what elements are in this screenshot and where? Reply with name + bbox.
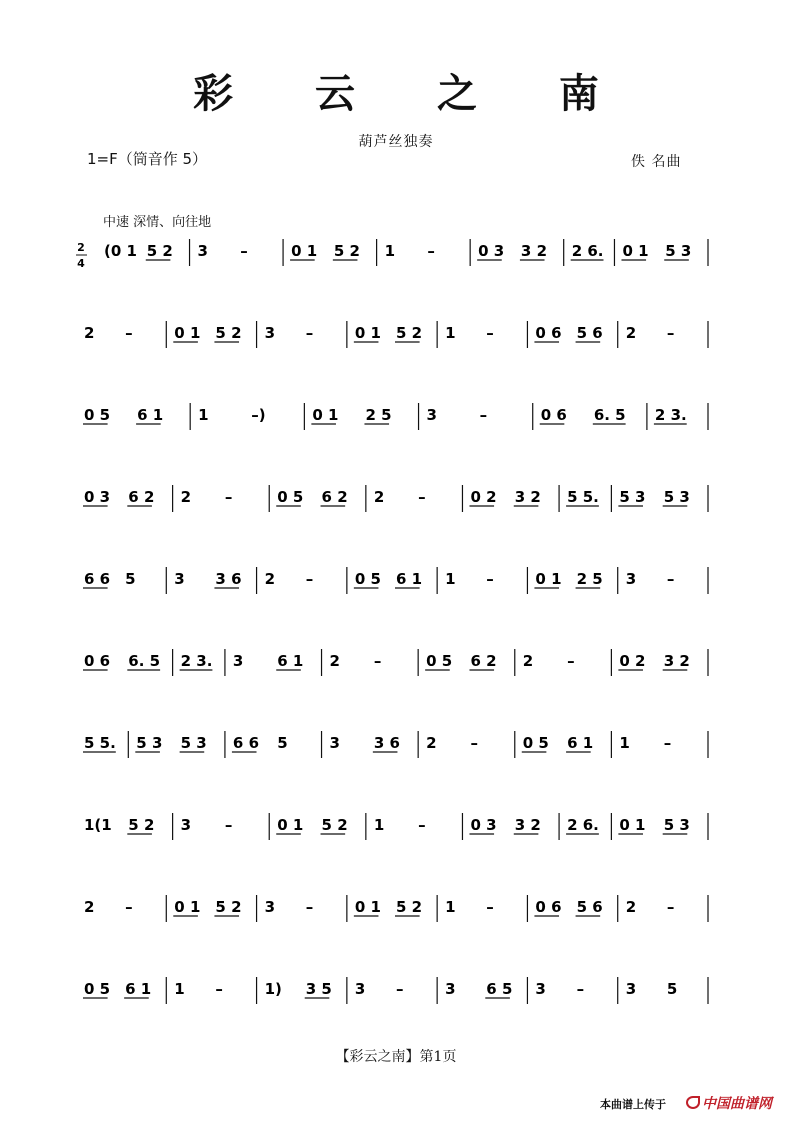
note-group: 1 [445, 898, 456, 916]
score-line [83, 485, 708, 512]
note-group: 0 1 [535, 570, 562, 588]
note-group: 0 2 [470, 488, 497, 506]
note-group: – [396, 980, 404, 998]
site-name: 中国曲谱网 [702, 1096, 772, 1112]
note-group: 0 1 [312, 406, 339, 424]
note-group: – [215, 980, 223, 998]
tempo-marking: 中速 深情、向往地 [103, 215, 212, 230]
score-line [83, 649, 708, 676]
note-group: 5 2 [396, 324, 423, 342]
note-group: 0 5 [277, 488, 304, 506]
time-signature-bottom: 4 [77, 257, 85, 270]
note-group: 3 [625, 980, 637, 998]
note-group: 0 5 [84, 406, 111, 424]
note-group: – [305, 324, 314, 342]
note-group: 5 [666, 980, 678, 998]
note-group: 3 2 [514, 488, 541, 506]
note-group: 5 2 [146, 242, 173, 260]
note-group: 3 [329, 734, 340, 752]
note-group: 0 3 [470, 816, 497, 834]
note-group: 2 [84, 324, 95, 342]
note-group: 2 [180, 488, 192, 506]
note-group: 5 2 [333, 242, 360, 260]
note-group: – [486, 570, 494, 588]
note-group: 3 [625, 570, 637, 588]
note-group: 6 1 [567, 734, 594, 752]
score-line [104, 239, 708, 266]
note-group: 3 [264, 324, 276, 342]
note-group: 5 5. [567, 488, 599, 506]
note-group: 1 [384, 242, 396, 260]
note-group: –) [251, 406, 266, 424]
note-group: 0 1 [174, 898, 201, 916]
note-group: – [125, 324, 133, 342]
note-group: 6. 5 [128, 652, 161, 670]
note-group: 3 [232, 652, 244, 670]
note-group: 2 6. [571, 242, 604, 260]
note-group: 5 [125, 570, 136, 588]
note-group: – [305, 570, 314, 588]
note-group: 5 2 [215, 324, 242, 342]
note-group: – [305, 898, 314, 916]
note-group: 3 6 [215, 570, 242, 588]
score-line [84, 813, 708, 840]
note-group: 5 3 [136, 734, 163, 752]
note-group: 3 2 [663, 652, 690, 670]
note-group: 5 3 [663, 816, 690, 834]
note-group: 6 6 [232, 734, 260, 752]
score-lines [83, 239, 708, 1004]
note-group: – [240, 242, 248, 260]
note-group: 0 1 [277, 816, 304, 834]
song-title: 彩 云 之 南 [193, 70, 633, 117]
note-group: 6 5 [486, 980, 513, 998]
score-line [83, 403, 708, 430]
composer-credit: 佚 名曲 [631, 154, 682, 170]
score-line [84, 895, 708, 922]
note-group: (0 1 [104, 242, 137, 260]
note-group: – [567, 652, 575, 670]
note-group: 0 6 [84, 652, 111, 670]
note-group: 6. 5 [593, 406, 626, 424]
note-group: 5 3 [180, 734, 207, 752]
note-group: 1 [445, 570, 456, 588]
page-footer: 【彩云之南】第1页 [335, 1049, 457, 1065]
note-group: 0 5 [426, 652, 453, 670]
note-group: 0 1 [291, 242, 318, 260]
note-group: 0 1 [354, 324, 381, 342]
note-group: 1 [174, 980, 185, 998]
key-signature: 1=F（筒音作 5） [87, 150, 208, 168]
note-group: 5 3 [619, 488, 646, 506]
note-group: 5 2 [321, 816, 348, 834]
note-group: 2 5 [576, 570, 603, 588]
note-group: 3 [354, 980, 366, 998]
note-group: 5 6 [576, 324, 603, 342]
note-group: – [666, 324, 675, 342]
note-group: 1 [445, 324, 456, 342]
note-group: 0 3 [478, 242, 505, 260]
note-group: 5 2 [396, 898, 423, 916]
note-group: 5 3 [665, 242, 692, 260]
note-group: 1) [264, 980, 282, 998]
time-signature-top: 2 [77, 241, 85, 254]
score-line [84, 321, 708, 348]
note-group: 2 [522, 652, 534, 670]
note-group: 3 [174, 570, 185, 588]
upload-notice: 本曲谱上传于 [600, 1098, 666, 1111]
note-group: – [224, 488, 233, 506]
note-group: 0 5 [84, 980, 111, 998]
note-group: 3 6 [373, 734, 400, 752]
note-group: 3 2 [514, 816, 541, 834]
note-group: 0 1 [354, 898, 381, 916]
note-group: – [666, 898, 675, 916]
site-logo-icon [686, 1096, 700, 1109]
note-group: – [666, 570, 675, 588]
note-group: 0 1 [619, 816, 646, 834]
note-group: 0 5 [354, 570, 381, 588]
note-group: 5 2 [215, 898, 242, 916]
note-group: 2 [264, 570, 276, 588]
note-group: 6 1 [277, 652, 304, 670]
note-group: 2 [625, 324, 637, 342]
note-group: 2 [329, 652, 340, 670]
note-group: 3 [426, 406, 437, 424]
note-group: 6 1 [125, 980, 152, 998]
note-group: 1(1 [84, 816, 112, 834]
note-group: 5 2 [128, 816, 155, 834]
note-group: – [125, 898, 133, 916]
note-group: 3 [197, 242, 208, 260]
note-group: 0 1 [174, 324, 201, 342]
note-group: – [486, 324, 494, 342]
note-group: 0 1 [622, 242, 649, 260]
score-line [83, 731, 708, 758]
note-group: – [486, 898, 494, 916]
note-group: 6 2 [470, 652, 497, 670]
note-group: 2 3. [654, 406, 687, 424]
note-group: 3 5 [305, 980, 332, 998]
note-group: 3 2 [520, 242, 548, 260]
note-group: 2 5 [365, 406, 392, 424]
note-group: 5 [277, 734, 288, 752]
note-group: 0 6 [540, 406, 567, 424]
note-group: – [479, 406, 488, 424]
note-group: 2 [84, 898, 95, 916]
note-group: 2 6. [567, 816, 599, 834]
note-group: – [418, 488, 426, 506]
note-group: 6 1 [137, 406, 164, 424]
note-group: 6 1 [396, 570, 423, 588]
note-group: 0 2 [619, 652, 646, 670]
note-group: – [427, 242, 435, 260]
note-group: 1 [619, 734, 630, 752]
note-group: 3 [180, 816, 192, 834]
note-group: 6 2 [128, 488, 155, 506]
note-group: 2 3. [180, 652, 213, 670]
note-group: 3 [535, 980, 546, 998]
time-signature [76, 241, 87, 270]
note-group: 0 3 [84, 488, 111, 506]
note-group: 5 5. [84, 734, 116, 752]
note-group: 3 [264, 898, 276, 916]
note-group: 1 [373, 816, 385, 834]
note-group: – [470, 734, 478, 752]
note-group: 6 2 [321, 488, 348, 506]
score-line [83, 567, 708, 594]
note-group: – [663, 734, 672, 752]
note-group: 2 [426, 734, 437, 752]
note-group: 0 6 [535, 324, 562, 342]
note-group: – [373, 652, 382, 670]
note-group: 2 [373, 488, 385, 506]
note-group: 5 3 [663, 488, 690, 506]
note-group: 0 5 [522, 734, 549, 752]
note-group: 3 [445, 980, 456, 998]
score-line [83, 977, 708, 1004]
note-group: 5 6 [576, 898, 603, 916]
note-group: – [224, 816, 233, 834]
note-group: 2 [625, 898, 637, 916]
note-group: 6 6 [84, 570, 111, 588]
note-group: 1 [198, 406, 209, 424]
note-group: – [418, 816, 426, 834]
note-group: 0 6 [535, 898, 562, 916]
instrument-subtitle: 葫芦丝独奏 [358, 134, 434, 150]
note-group: – [576, 980, 585, 998]
